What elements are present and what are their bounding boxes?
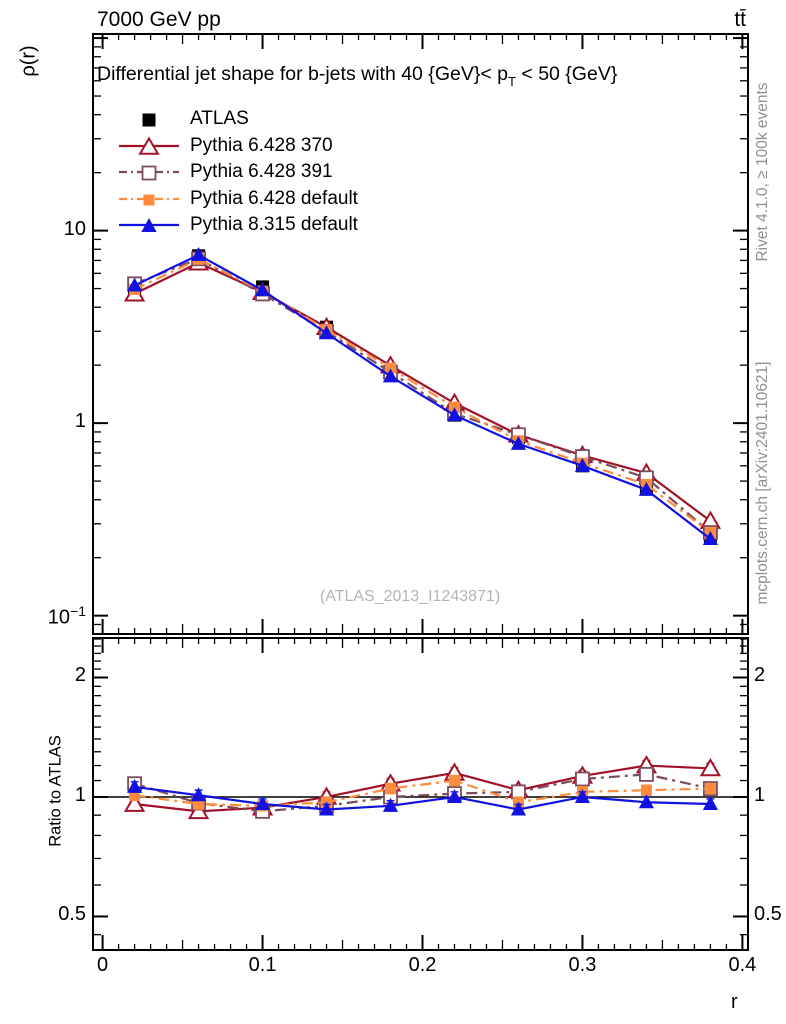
plot-title-post: < 50 {GeV} <box>515 63 618 85</box>
rivet-version-label: Rivet 4.1.0, ≥ 100k events <box>754 82 771 262</box>
series-pythia-6-428-370 <box>126 254 720 818</box>
series-line-main <box>135 255 711 539</box>
legend-item-atlas <box>117 108 249 130</box>
y-main-tick-label: 1 <box>74 410 86 433</box>
y-ratio-tick-label-right: 2 <box>754 664 766 687</box>
y-axis-title: ρ(r) <box>17 45 40 77</box>
y-main-tick-label: $10^{-1}$ <box>47 602 86 629</box>
legend-item-pythia-8-315-default <box>117 214 358 236</box>
legend-marker-icon <box>117 161 181 183</box>
y-main-tick-label: 10 <box>63 217 86 240</box>
legend-item-pythia-6-428-391 <box>117 161 333 183</box>
legend-marker-icon <box>117 188 181 210</box>
legend-marker-icon <box>117 108 181 130</box>
legend-item-label: Pythia 6.428 370 <box>190 134 333 156</box>
y-ratio-tick-label-right: 0.5 <box>754 903 782 926</box>
y-ratio-tick-label-left: 0.5 <box>58 903 86 926</box>
x-tick-label: 0.4 <box>728 954 757 976</box>
y-ratio-tick-label-left: 2 <box>74 664 86 687</box>
legend-item-pythia-6-428-370 <box>117 135 333 157</box>
plot-title-subscript: T <box>508 74 516 89</box>
legend-item-label: Pythia 6.428 391 <box>190 161 333 182</box>
x-axis-title: r <box>731 991 738 1013</box>
x-tick-label: 0.3 <box>568 954 597 976</box>
legend-item-label: ATLAS <box>190 108 249 129</box>
legend-item-label: Pythia 8.315 default <box>190 214 358 235</box>
analysis-watermark: (ATLAS_2013_I1243871) <box>319 588 501 605</box>
series-line-ratio <box>135 774 711 811</box>
series-line-ratio <box>135 766 711 812</box>
legend-marker-icon <box>117 214 181 236</box>
mcplots-reference-label: mcplots.cern.ch [arXiv:2401.10621] <box>754 361 771 605</box>
legend-marker-icon <box>117 135 181 157</box>
ratio-axis-title: Ratio to ATLAS <box>46 735 65 847</box>
plot-title <box>97 63 618 89</box>
beam-energy-label: 7000 GeV pp <box>97 8 221 31</box>
legend-item-pythia-6-428-default <box>117 188 358 210</box>
x-tick-label: 0.2 <box>408 954 437 976</box>
x-tick-label: 0.1 <box>248 954 277 976</box>
plot-title-pre: Differential jet shape for b-jets with 40 {GeV}< p <box>97 63 509 85</box>
series-pythia-8-315-default <box>127 247 718 815</box>
y-ratio-tick-label-right: 1 <box>754 783 766 806</box>
x-tick-label: 0 <box>97 954 109 976</box>
y-ratio-tick-label-left: 1 <box>74 783 86 806</box>
series-pythia-6-428-default <box>129 254 716 812</box>
process-label: tt̄ <box>734 8 746 31</box>
series-pythia-6-428-391 <box>128 252 717 818</box>
legend-item-label: Pythia 6.428 default <box>190 187 358 209</box>
